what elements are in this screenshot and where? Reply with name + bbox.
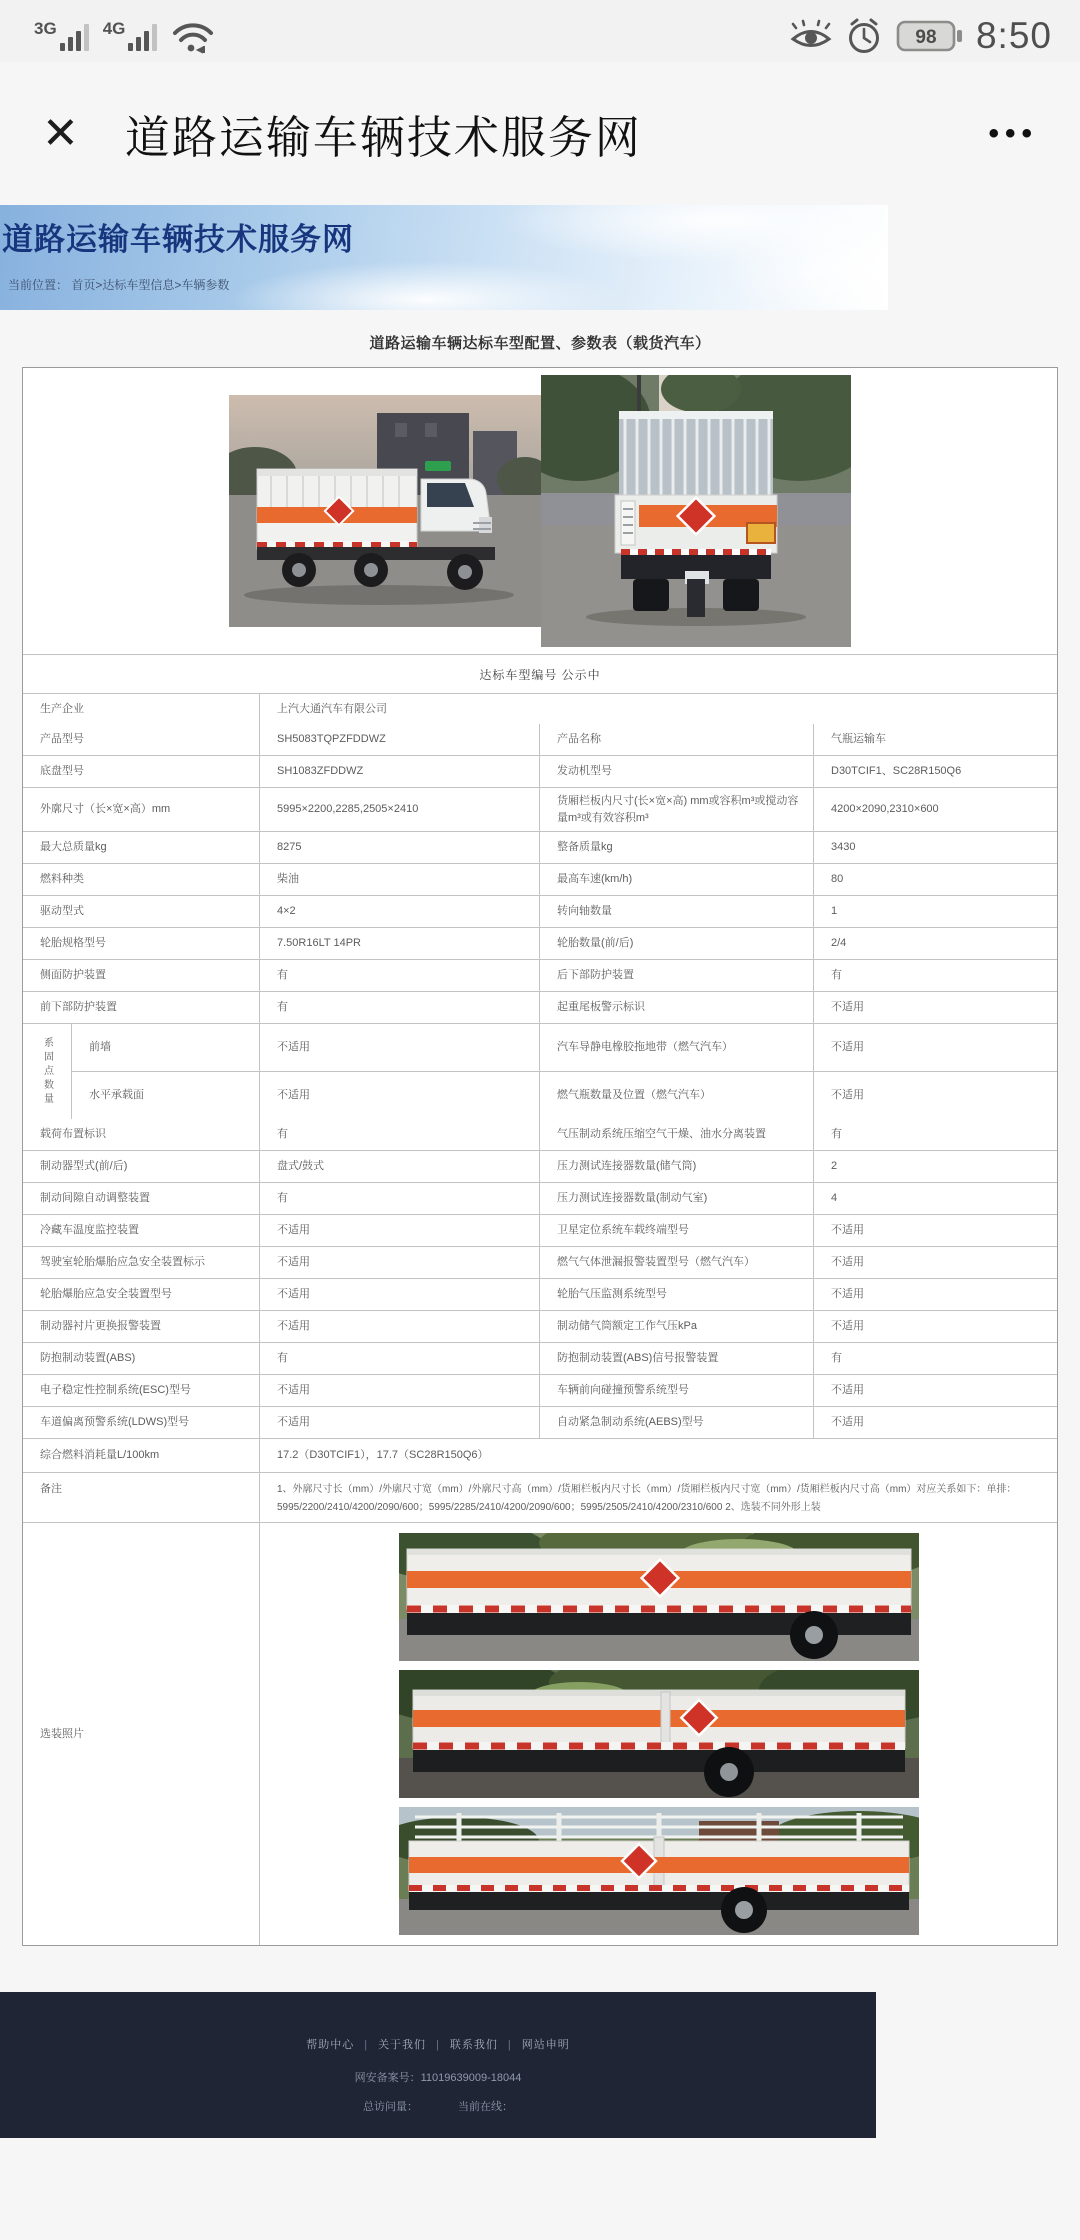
param-value: 不适用 [259,1279,539,1310]
truck-side-view-photo [229,395,541,627]
tiedown-group [23,1023,1057,1119]
param-label: 气压制动系统压缩空气干燥、油水分离装置 [539,1119,813,1150]
table-row [23,1150,1057,1182]
table-row [23,991,1057,1023]
param-label: 后下部防护装置 [539,960,813,991]
remark-value: 1、外廓尺寸长（mm）/外廓尺寸宽（mm）/外廓尺寸高（mm）/货厢栏板内尺寸长（mm）/货厢栏板内尺寸宽（mm）/货厢栏板内尺寸高（mm）对应关系如下：单排：5995/2200/2410/4200/2090/600；5995/2285/2410/4200/2090/600；5995/2505/2410/4200/2310/600 2、选装不同外形上装 [259,1473,1057,1522]
network-3g-label: 3G [34,19,57,38]
param-value: 80 [813,864,1057,895]
param-label: 制动器衬片更换报警装置 [40,1320,161,1333]
footer-link[interactable]: 关于我们 [378,2039,427,2051]
param-label: 驾驶室轮胎爆胎应急安全装置标示 [40,1256,205,1269]
table-row [23,787,1057,831]
battery-level: 98 [915,27,937,48]
param-value: 7.50R16LT 14PR [259,928,539,959]
eye-protection-icon [790,18,832,54]
vehicle-photos-row [23,368,1057,654]
tiedown-group-label: 系固点数量 [41,1036,53,1107]
table-row [23,1246,1057,1278]
param-value: 不适用 [813,1024,1057,1071]
footer-stats [0,2098,876,2114]
table-row [23,1119,1057,1150]
param-value: 有 [259,1119,539,1150]
footer-link[interactable]: 帮助中心 [306,2039,355,2051]
signal-bars-icon [128,21,157,51]
cargo-box-cage-closeup-photo [399,1807,919,1935]
param-value: 有 [259,1343,539,1374]
table-row [23,1374,1057,1406]
param-value: 4200×2090,2310×600 [813,788,1057,831]
param-value: 柴油 [259,864,539,895]
param-value: 不适用 [813,1247,1057,1278]
table-row [23,1182,1057,1214]
param-label: 产品型号 [40,733,84,746]
signal-bars-icon [60,21,89,51]
param-value: 不适用 [813,992,1057,1023]
param-label: 制动器型式(前/后) [40,1160,128,1173]
param-label: 轮胎气压监测系统型号 [539,1279,813,1310]
param-label: 压力测试连接器数量(储气筒) [539,1151,813,1182]
document-title: 道路运输车辆达标车型配置、参数表（载货汽车） [369,335,711,352]
param-label: 驱动型式 [40,905,84,918]
param-label: 选装照片 [40,1727,84,1740]
param-label: 备注 [40,1483,62,1495]
param-value: 不适用 [259,1072,539,1119]
param-value: 4 [813,1183,1057,1214]
cargo-box-closeup-photo-2 [399,1670,919,1798]
table-row [23,863,1057,895]
site-banner [0,205,888,310]
param-label: 生产企业 [40,702,84,715]
table-row [71,1024,1057,1071]
clock-time: 8:50 [975,15,1052,56]
param-label: 水平承载面 [71,1072,259,1119]
signal-4g [103,21,158,51]
param-label: 燃气瓶数量及位置（燃气汽车） [539,1072,813,1119]
footer-link[interactable]: 联系我们 [449,2039,498,2051]
table-row [23,831,1057,863]
param-label: 燃料种类 [40,873,84,886]
truck-rear-view-photo [541,375,851,647]
table-row [23,724,1057,755]
param-label: 冷藏车温度监控装置 [40,1224,139,1237]
param-value: 2 [813,1151,1057,1182]
param-value: 有 [259,1183,539,1214]
param-value: 不适用 [813,1215,1057,1246]
param-value: 不适用 [259,1024,539,1071]
spec-table [22,367,1058,1946]
param-label: 轮胎数量(前/后) [539,928,813,959]
fuel-consumption-row [23,1438,1057,1472]
table-row [23,1310,1057,1342]
param-value: 不适用 [259,1311,539,1342]
table-row [23,1214,1057,1246]
param-value: 5995×2200,2285,2505×2410 [259,788,539,831]
param-value: 不适用 [813,1072,1057,1119]
alarm-clock-icon [844,17,884,55]
param-rows-top [23,724,1057,1023]
param-label: 前下部防护装置 [40,1001,117,1014]
param-value: 不适用 [813,1279,1057,1310]
param-label: 侧面防护装置 [40,969,106,982]
footer-links [0,2036,876,2052]
param-label: 防抱制动装置(ABS)信号报警装置 [539,1343,813,1374]
close-button[interactable]: ✕ [42,108,79,158]
param-value: 不适用 [259,1375,539,1406]
param-value: 上汽大通汽车有限公司 [259,694,1057,724]
param-label: 发动机型号 [539,756,813,787]
param-value: 4×2 [259,896,539,927]
param-value: 有 [259,992,539,1023]
param-value: 1 [813,896,1057,927]
param-label: 自动紧急制动系统(AEBS)型号 [539,1407,813,1438]
param-label: 最高车速(km/h) [539,864,813,895]
param-value: 有 [813,960,1057,991]
more-menu-button[interactable]: ••• [988,116,1038,150]
param-label: 转向轴数量 [539,896,813,927]
table-row [71,1071,1057,1119]
wifi-icon [171,18,215,54]
footer-link-separator: | [364,2039,369,2051]
table-row [23,1406,1057,1438]
param-label: 制动储气筒额定工作气压kPa [539,1311,813,1342]
param-label: 燃气气体泄漏报警装置型号（燃气汽车） [539,1247,813,1278]
param-label: 卫星定位系统车载终端型号 [539,1215,813,1246]
param-label: 产品名称 [539,724,813,755]
footer-link[interactable]: 网站申明 [521,2039,570,2051]
browser-title-bar [0,62,1080,205]
param-value: 气瓶运输车 [813,724,1057,755]
param-value: 盘式/鼓式 [259,1151,539,1182]
param-value: 2/4 [813,928,1057,959]
battery-icon [896,19,964,53]
param-value: 有 [813,1119,1057,1150]
table-row [23,693,1057,724]
signal-3g [34,21,89,51]
param-value: SH1083ZFDDWZ [259,756,539,787]
footer-link-separator: | [507,2039,512,2051]
model-number-notice: 达标车型编号 公示中 [23,654,1057,693]
param-label: 车道偏离预警系统(LDWS)型号 [40,1416,190,1429]
online-now-label: 当前在线： [458,2101,513,2113]
param-value: 不适用 [813,1407,1057,1438]
optional-photos-row [23,1522,1057,1945]
param-value: 有 [813,1343,1057,1374]
network-4g-label: 4G [102,19,126,38]
param-value: 不适用 [259,1215,539,1246]
param-label: 车辆前向碰撞预警系统型号 [539,1375,813,1406]
param-label: 电子稳定性控制系统(ESC)型号 [40,1384,191,1397]
site-footer [0,1992,876,2138]
param-value: 不适用 [259,1247,539,1278]
param-value: 3430 [813,832,1057,863]
param-label: 压力测试连接器数量(制动气室) [539,1183,813,1214]
breadcrumb[interactable]: 当前位置： 首页>达标车型信息>车辆参数 [8,278,230,292]
param-label: 载荷布置标识 [40,1128,106,1141]
cargo-box-closeup-photo-1 [399,1533,919,1661]
table-row [23,927,1057,959]
param-value: D30TCIF1、SC28R150Q6 [813,756,1057,787]
table-row [23,895,1057,927]
site-name: 道路运输车辆技术服务网 [2,222,354,257]
param-value: 有 [259,960,539,991]
table-row [23,1278,1057,1310]
param-value: 不适用 [813,1375,1057,1406]
param-label: 综合燃料消耗量L/100km [40,1449,160,1462]
param-value: SH5083TQPZFDDWZ [259,724,539,755]
remark-row [23,1472,1057,1522]
status-bar [0,0,1080,62]
param-label: 汽车导静电橡胶拖地带（燃气汽车） [539,1024,813,1071]
table-row [23,959,1057,991]
param-label: 制动间隙自动调整装置 [40,1192,150,1205]
param-label: 底盘型号 [40,765,84,778]
param-value: 不适用 [813,1311,1057,1342]
param-value: 不适用 [259,1407,539,1438]
total-visits-label: 总访问量： [363,2101,418,2113]
footer-record-number: 网安备案号：11019639009-18044 [354,2072,522,2084]
param-label: 起重尾板警示标识 [539,992,813,1023]
optional-photos-cell [259,1523,1057,1945]
param-label: 货厢栏板内尺寸(长×宽×高) mm或容积m³或搅动容量m³或有效容积m³ [539,788,813,831]
param-label: 轮胎爆胎应急安全装置型号 [40,1288,172,1301]
table-row [23,755,1057,787]
param-label: 防抱制动装置(ABS) [40,1352,136,1365]
param-label: 最大总质量kg [40,841,107,854]
param-value: 8275 [259,832,539,863]
param-label: 轮胎规格型号 [40,937,106,950]
page-title-text: 道路运输车辆技术服务网 [124,112,642,163]
param-label: 外廓尺寸（长×宽×高）mm [40,803,171,816]
param-value: 17.2（D30TCIF1），17.7（SC28R150Q6） [259,1439,1057,1472]
param-rows-bottom [23,1119,1057,1438]
table-row [23,1342,1057,1374]
footer-link-separator: | [436,2039,440,2051]
param-label: 整备质量kg [539,832,813,863]
param-label: 前墙 [71,1024,259,1071]
